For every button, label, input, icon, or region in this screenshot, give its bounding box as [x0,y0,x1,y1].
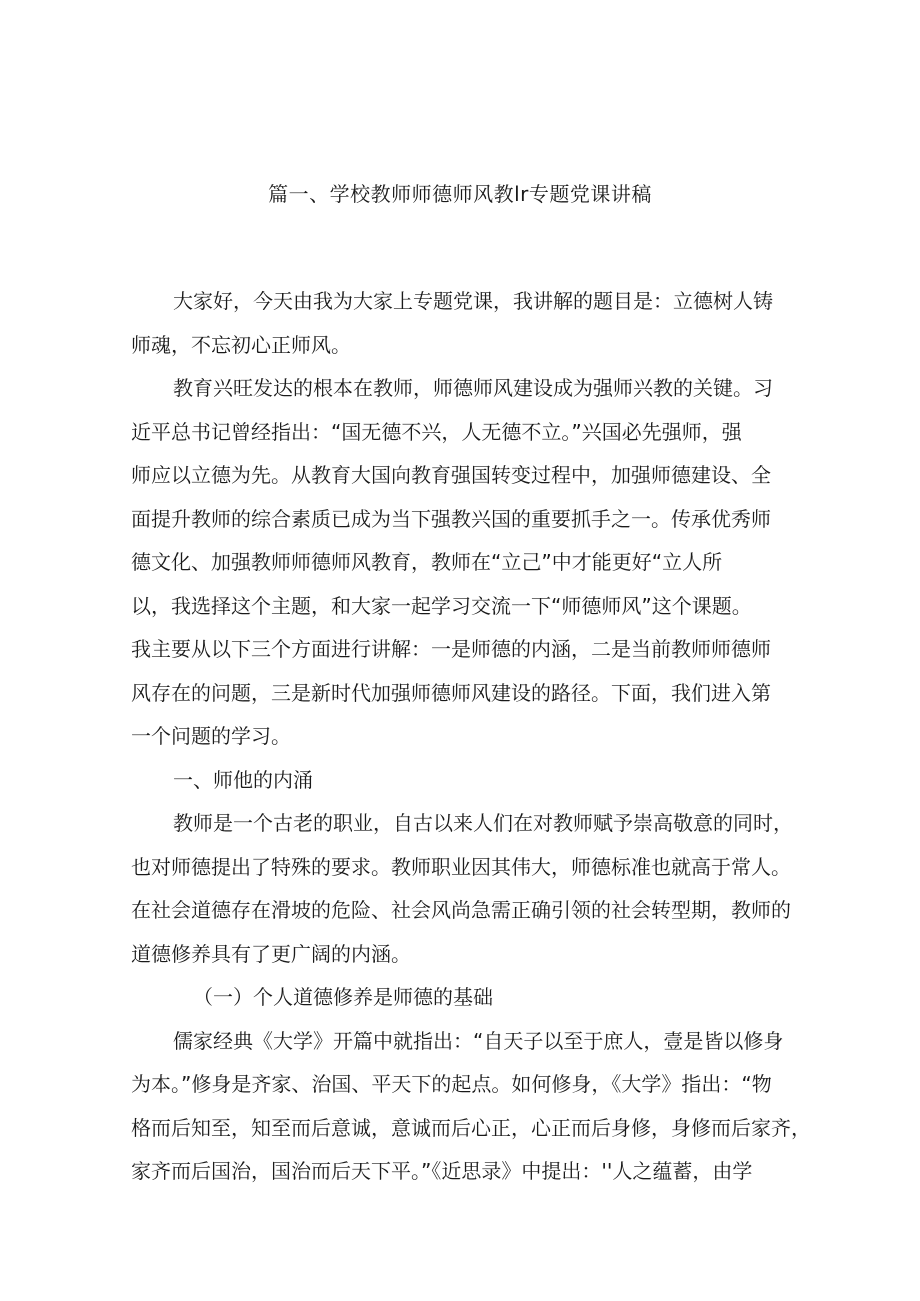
paragraph-confucian-classics [131,1020,811,1194]
section-heading [131,759,795,803]
paragraph-line: 格而后知至，知至而后意诚，意诚而后心正，心正而后身修，身修而后家齐， [131,1115,811,1140]
paragraph-teacher-profession [131,802,795,976]
paragraph-line: 也对师德提出了特殊的要求。教师职业因其伟大，师德标准也就高于常人。 [131,854,791,879]
paragraph-line: 面提升教师的综合素质已成为当下强教兴国的重要抓手之一。传承优秀师 [131,506,771,531]
document-body [131,280,811,1194]
document-title: 篇一、学校教师师德师风教lr专题党课讲稿 [268,182,652,206]
paragraph-line: 道德修养具有了更广阔的内涵。 [131,941,411,966]
paragraph-line: 大家好，今天由我为大家上专题党课，我讲解的题目是：立德树人铸 [173,289,773,313]
paragraph-line: 我主要从以下三个方面进行讲解：一是师德的内涵，二是当前教师师德师 [131,637,771,661]
paragraph-line: 儒家经典《大学》开篇中就指出：“自天子以至于庶人，壹是皆以修身 [173,1028,784,1053]
paragraph-greeting [131,280,795,367]
paragraph-line: 家齐而后国治，国治而后天下平。”《近思录》中提出：''人之蕴蓄，由学 [131,1159,753,1183]
paragraph-line: 师应以立德为先。从教育大国向教育强国转变过程中，加强师德建设、全 [131,463,771,487]
subsection-heading-text: （一）个人道德修养是师德的基础 [193,985,493,1009]
paragraph-line: 近平总书记曾经指出：“国无德不兴，人无德不立。”兴国必先强师，强 [131,419,742,444]
paragraph-line: 德文化、加强教师师德师风教育，教师在“立己”中才能更好“立人所 [131,550,723,574]
paragraph-line: 教师是一个古老的职业，自古以来人们在对教师赋予崇高敬意的同时， [173,811,793,835]
paragraph-introduction [131,367,795,759]
paragraph-line: 为本。”修身是齐家、治国、平天下的起点。如何修身，《大学》指出：“物 [131,1072,772,1096]
paragraph-line: 以，我选择这个主题，和大家一起学习交流一下“师德师风”这个课题。 [131,593,752,618]
paragraph-line: 一个问题的学习。 [131,724,291,748]
paragraph-line: 教育兴旺发达的根本在教师，师德师风建设成为强师兴教的关键。习 [173,376,773,400]
paragraph-line: 在社会道德存在滑坡的危险、社会风尚急需正确引领的社会转型期，教师的 [131,898,791,922]
paragraph-line: 师魂，不忘初心正师风。 [131,332,351,357]
subsection-heading [131,976,795,1020]
paragraph-line: 风存在的问题，三是新时代加强师德师风建设的路径。下面，我们进入第 [131,680,771,705]
section-heading-text: 一、师他的内涌 [173,767,313,792]
